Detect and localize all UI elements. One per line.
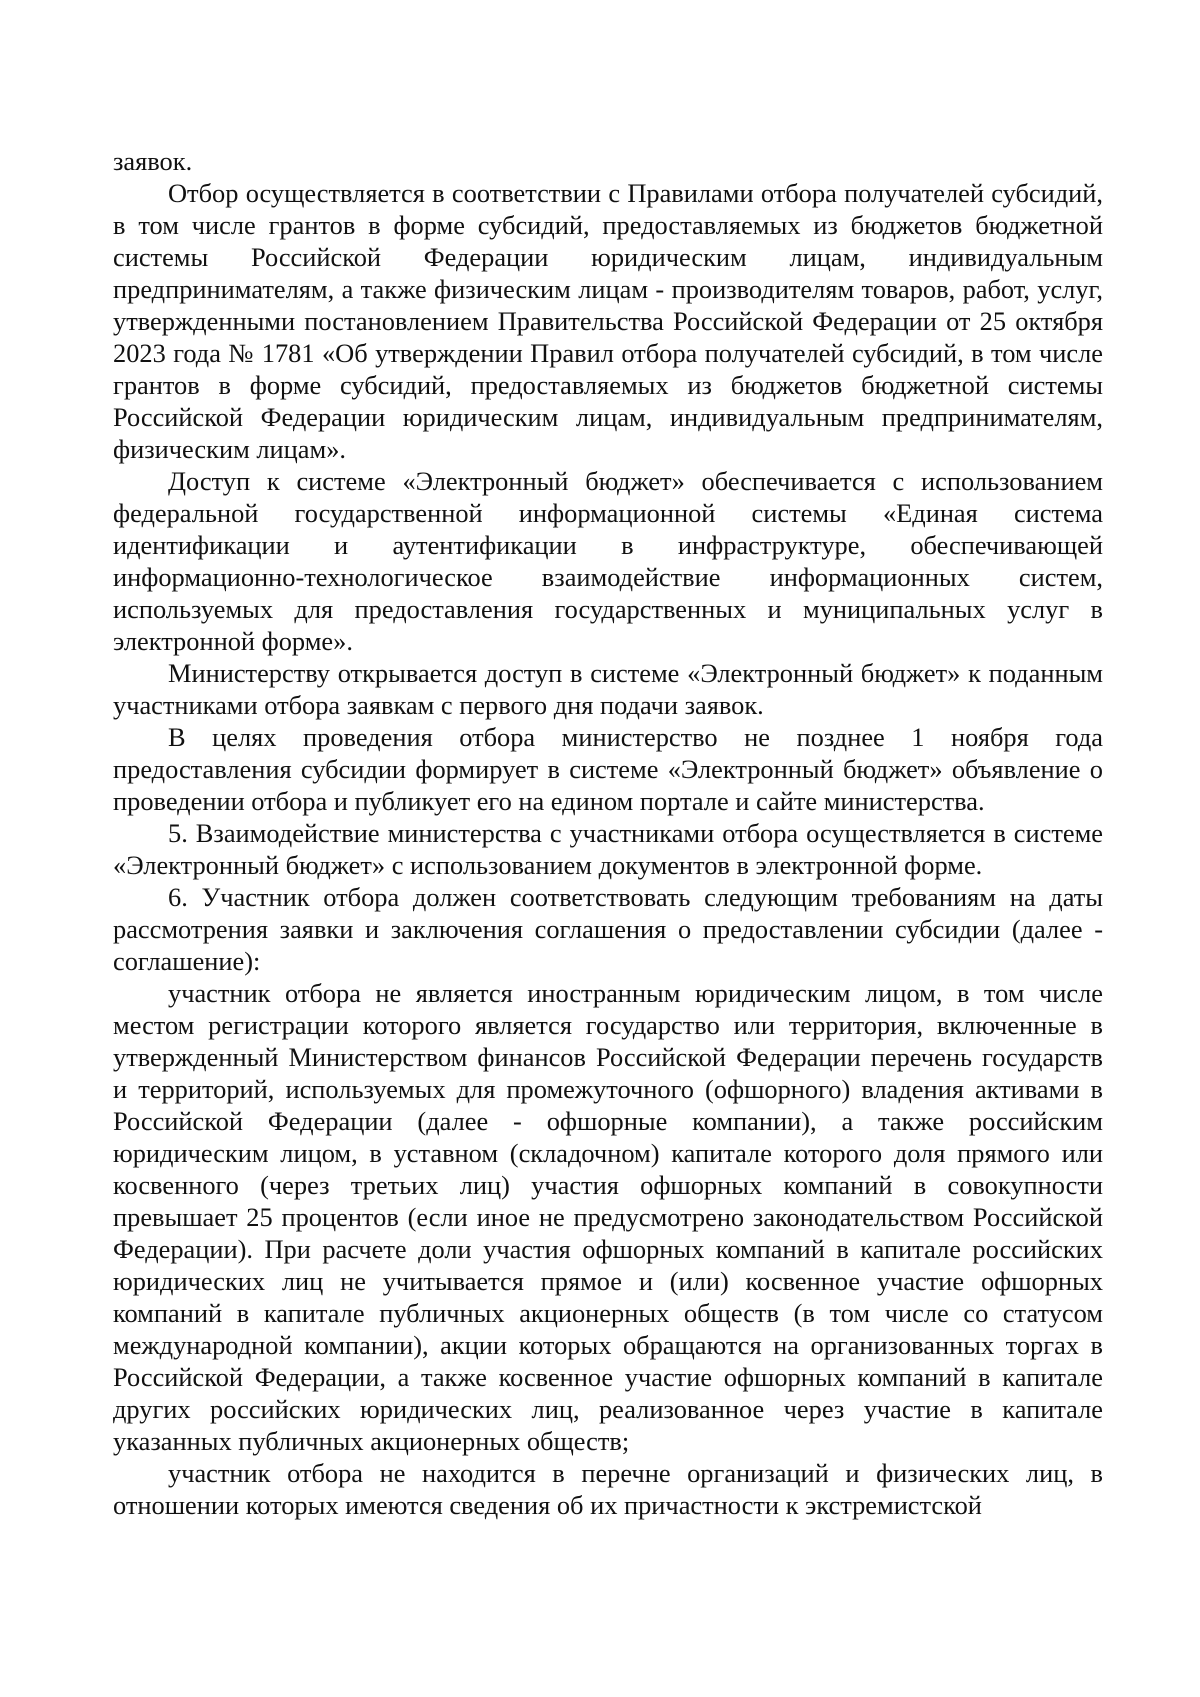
paragraph-ministry-access: Министерству открывается доступ в системе «Электронный бюджет» к поданным участниками отбора заявкам с первого дня подачи заявок. [113,658,1103,720]
paragraph-system-access: Доступ к системе «Электронный бюджет» обеспечивается с использованием федеральной государственной информационной системы «Единая система идентификации и аутентификации в инфраструктуре, обеспечивающей информационно-технологическое взаимодействие информационных систем, используемых для предоставления государственных и муниципальных услуг в электронной форме». [113,466,1103,656]
paragraph-item-6: 6. Участник отбора должен соответствовать следующим требованиям на даты рассмотрения заявки и заключения соглашения о предоставлении субсидии (далее - соглашение): [113,882,1103,976]
paragraph-offshore-requirement: участник отбора не является иностранным юридическим лицом, в том числе местом регистрации которого является государство или территория, включенные в утвержденный Министерством финансов Российской Федерации перечень государств и территорий, используемых для промежуточного (офшорного) владения активами в Российской Федерации (далее - офшорные компании), а также российским юридическим лицом, в уставном (складочном) капитале которого доля прямого или косвенного (через третьих лиц) участия офшорных компаний в совокупности превышает 25 процентов (если иное не предусмотрено законодательством Российской Федерации). При расчете доли участия офшорных компаний в капитале российских юридических лиц не учитывается прямое и (или) косвенное участие офшорных компаний в капитале публичных акционерных обществ (в том числе со статусом международной компании), акции которых обращаются на организованных торгах в Российской Федерации, а также косвенное участие офшорных компаний в капитале других российских юридических лиц, реализованное через участие в капитале указанных публичных акционерных обществ; [113,978,1103,1456]
paragraph-selection-rules: Отбор осуществляется в соответствии с Правилами отбора получателей субсидий, в том числе грантов в форме субсидий, предоставляемых из бюджетов бюджетной системы Российской Федерации юридическим лицам, индивидуальным предпринимателям, а также физическим лицам - производителям товаров, работ, услуг, утвержденными постановлением Правительства Российской Федерации от 25 октября 2023 года № 1781 «Об утверждении Правил отбора получателей субсидий, в том числе грантов в форме субсидий, предоставляемых из бюджетов бюджетной системы Российской Федерации юридическим лицам, индивидуальным предпринимателям, физическим лицам». [113,178,1103,464]
paragraph-announcement: В целях проведения отбора министерство не позднее 1 ноября года предоставления субсидии формирует в системе «Электронный бюджет» объявление о проведении отбора и публикует его на едином портале и сайте министерства. [113,722,1103,816]
paragraph-continuation: заявок. [113,146,193,176]
paragraph-item-5: 5. Взаимодействие министерства с участниками отбора осуществляется в системе «Электронный бюджет» с использованием документов в электронной форме. [113,818,1103,880]
document-body [113,145,1103,1521]
paragraph-extremism-requirement: участник отбора не находится в перечне организаций и физических лиц, в отношении которых имеются сведения об их причастности к экстремистской [113,1458,1103,1520]
